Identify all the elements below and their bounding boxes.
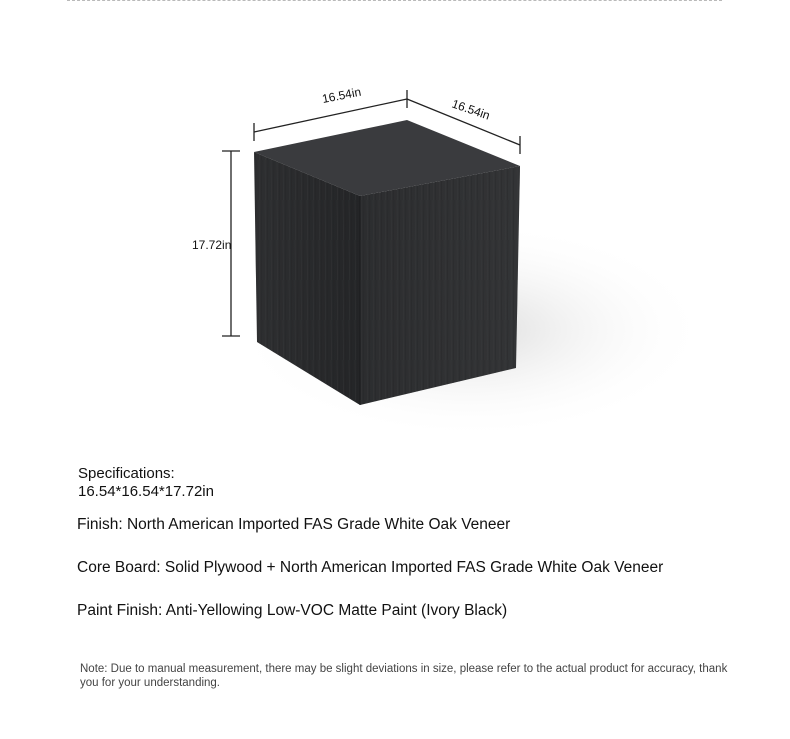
width-label: 16.54in <box>320 84 363 106</box>
specifications-dimensions: 16.54*16.54*17.72in <box>78 483 214 500</box>
measurement-note: Note: Due to manual measurement, there may be slight deviations in size, please refer to the actual product for accuracy, thank you for your understanding. <box>80 663 728 689</box>
specifications-heading: Specifications: <box>78 465 175 482</box>
finish-detail: Finish: North American Imported FAS Grade White Oak Veneer <box>77 516 511 533</box>
paint-finish-detail: Paint Finish: Anti-Yellowing Low-VOC Matte Paint (Ivory Black) <box>77 602 508 619</box>
top-divider <box>67 0 722 1</box>
product-image <box>0 60 790 460</box>
core-board-detail: Core Board: Solid Plywood + North American Imported FAS Grade White Oak Veneer <box>77 559 664 576</box>
specifications-block <box>78 465 214 501</box>
height-label: 17.72in <box>192 238 232 252</box>
depth-label: 16.54in <box>450 96 492 123</box>
